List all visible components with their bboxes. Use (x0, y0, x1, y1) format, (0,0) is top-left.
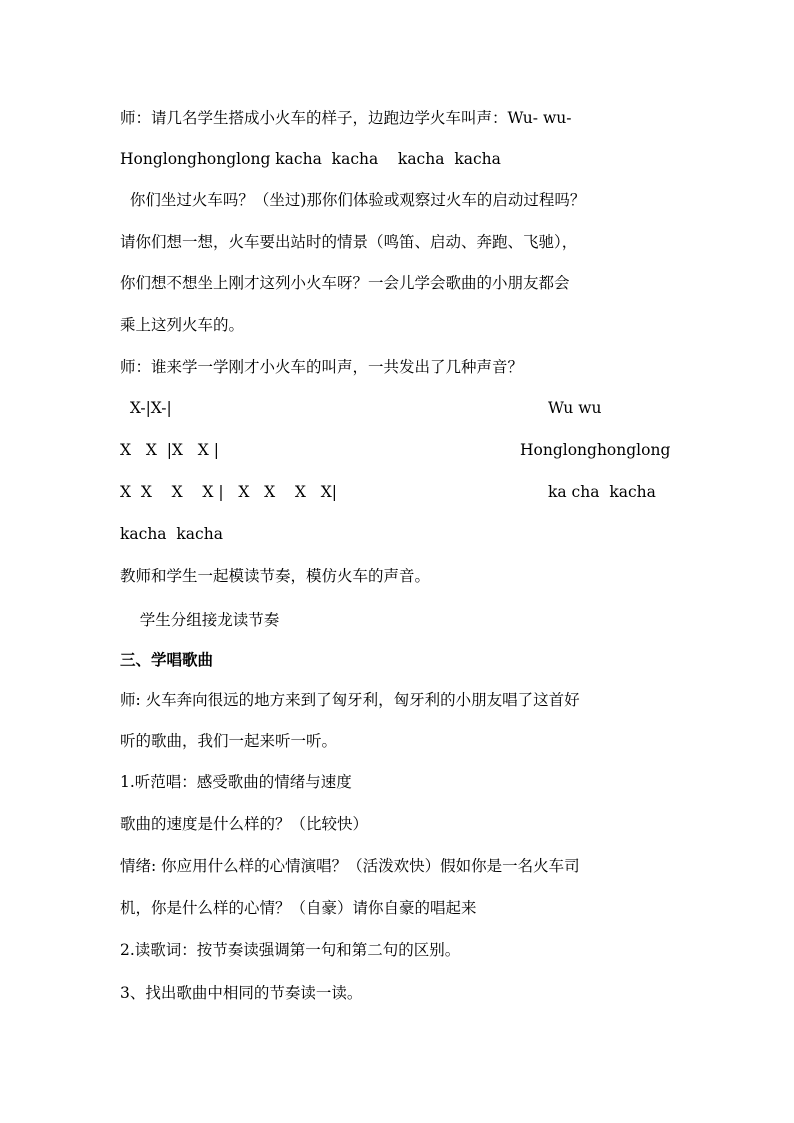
text-line: 教师和学生一起模读节奏，模仿火车的声音。 (120, 567, 431, 585)
text-line: Honglonghonglong kacha kacha kacha kacha (120, 150, 501, 168)
rhythm-notation: X X X X | X X X X| (120, 483, 337, 501)
rhythm-tail: kacha kacha (120, 525, 223, 543)
text-line: 师：请几名学生搭成小火车的样子，边跑边学火车叫声：Wu- wu- (120, 109, 572, 127)
text-line: 情绪: 你应用什么样的心情演唱？（活泼欢快）假如你是一名火车司 (120, 857, 580, 875)
section-heading: 三、学唱歌曲 (120, 650, 214, 669)
rhythm-notation: X-|X-| (120, 399, 172, 417)
text-line: 机，你是什么样的心情？（自豪）请你自豪的唱起来 (120, 899, 477, 917)
rhythm-sound: Wu wu (548, 399, 602, 417)
rhythm-notation: X X |X X | (120, 441, 219, 459)
text-line: 师：谁来学一学刚才小火车的叫声，一共发出了几种声音？ (120, 358, 524, 376)
text-line: 你们想不想坐上刚才这列小火车呀？一会儿学会歌曲的小朋友都会 (120, 274, 570, 292)
text-line: 学生分组接龙读节奏 (120, 611, 280, 629)
text-line: 听的歌曲，我们一起来听一听。 (120, 732, 338, 750)
rhythm-sound: Honglonghonglong (520, 441, 671, 459)
text-line: 请你们想一想，火车要出站时的情景（鸣笛、启动、奔跑、飞驰）， (120, 233, 578, 251)
text-line: 乘上这列火车的。 (120, 316, 245, 334)
text-line: 2.读歌词：按节奏读强调第一句和第二句的区别。 (120, 941, 461, 959)
rhythm-sound: ka cha kacha (548, 483, 656, 501)
text-line: 歌曲的速度是什么样的？（比较快） (120, 815, 369, 833)
text-line: 3、找出歌曲中相同的节奏读一读。 (120, 984, 363, 1002)
text-line: 你们坐过火车吗？（坐过)那你们体验或观察过火车的启动过程吗？ (120, 191, 586, 209)
text-line: 1.听范唱：感受歌曲的情绪与速度 (120, 773, 352, 791)
text-line: 师: 火车奔向很远的地方来到了匈牙利，匈牙利的小朋友唱了这首好 (120, 691, 580, 709)
